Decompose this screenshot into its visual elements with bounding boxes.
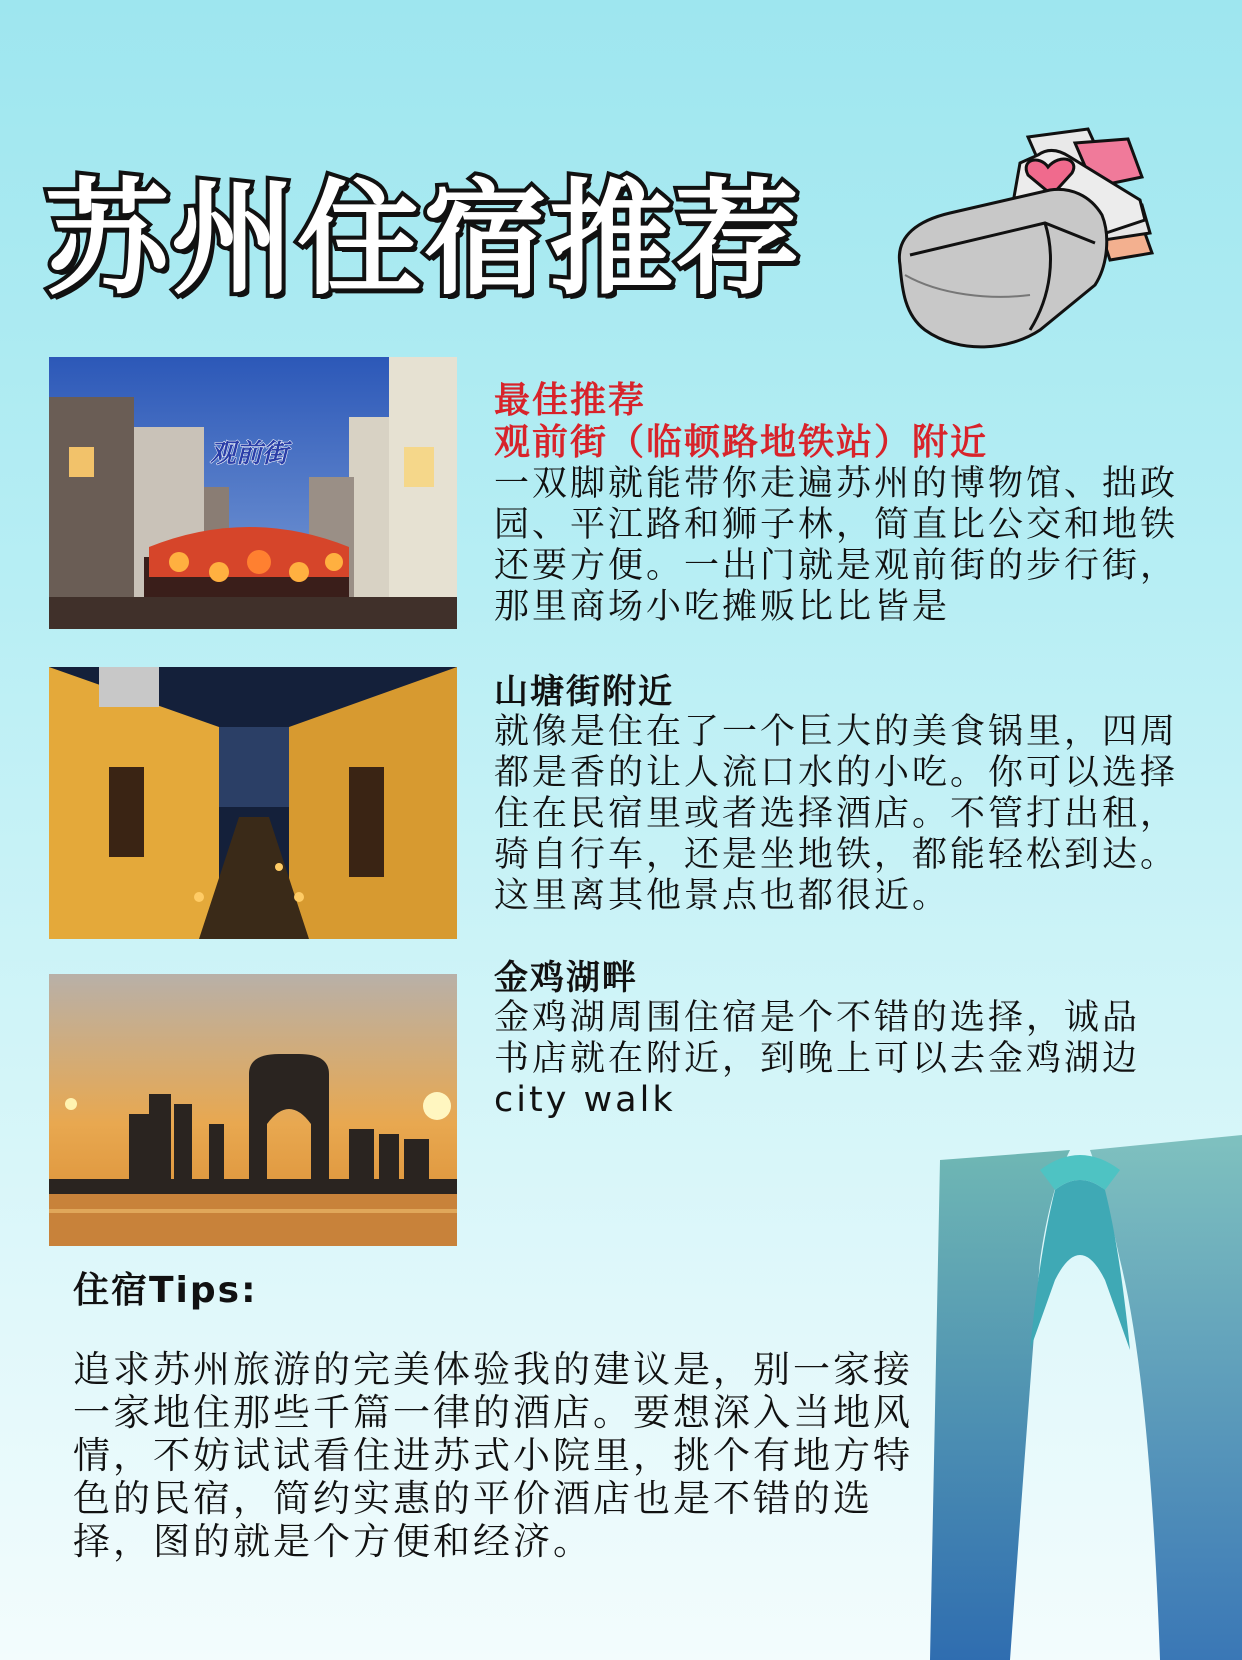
best-recommend-label: 最佳推荐 (494, 380, 647, 421)
bed-icon (880, 125, 1180, 365)
page-title: 苏州住宿推荐 (45, 168, 802, 312)
section-heading: 观前街（临顿路地铁站）附近 (494, 422, 989, 463)
section-best (494, 380, 1194, 628)
tips-body: 追求苏州旅游的完美体验我的建议是，别一家接一家地住那些千篇一律的酒店。要想深入当地风情，不妨试试看住进苏式小院里，挑个有地方特色的民宿，简约实惠的平价酒店也是不错的选择，图的就是个方便和经济。 (73, 1348, 913, 1563)
section-body: 一双脚就能带你走遍苏州的博物馆、拙政园、平江路和狮子林，简直比公交和地铁还要方便。一出门就是观前街的步行街，那里商场小吃摊贩比比皆是 (494, 464, 1179, 627)
section-shantang (494, 672, 1194, 917)
section-body: 金鸡湖周围住宿是个不错的选择，诚品书店就在附近，到晚上可以去金鸡湖边city walk (494, 998, 1141, 1120)
jinji-lake-photo (49, 974, 457, 1246)
tips-title: 住宿Tips: (73, 1270, 258, 1311)
guanqian-street-photo (49, 357, 457, 629)
photo-caption: 观前街 (210, 439, 289, 469)
section-jinji (494, 958, 1194, 1121)
section-body: 就像是住在了一个巨大的美食锅里，四周都是香的让人流口水的小吃。你可以选择住在民宿里或者选择酒店。不管打出租，骑自行车，还是坐地铁，都能轻松到达。这里离其他景点也都很近。 (494, 712, 1179, 916)
gate-icon (930, 1130, 1242, 1660)
shantang-street-photo (49, 667, 457, 939)
section-heading: 山塘街附近 (494, 672, 674, 712)
section-heading: 金鸡湖畔 (494, 958, 638, 998)
